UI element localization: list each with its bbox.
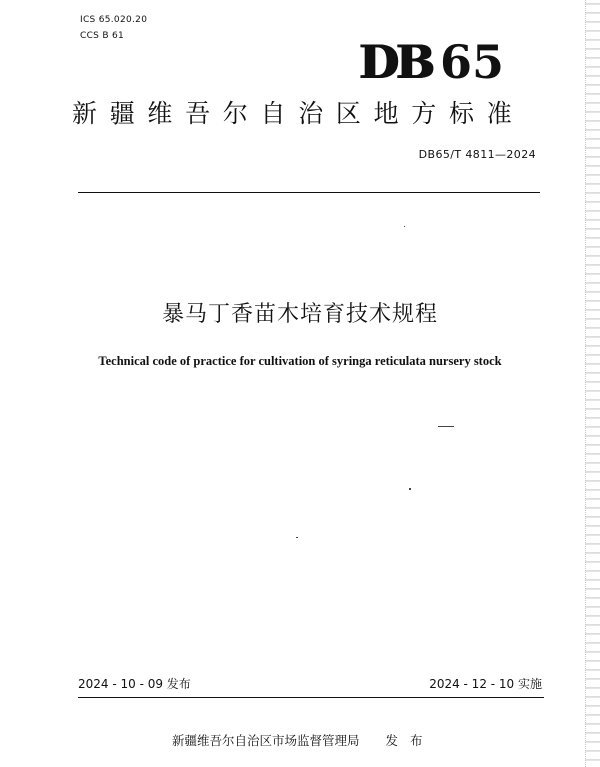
- scan-speck: [404, 226, 405, 227]
- scan-speck: [409, 488, 411, 490]
- standard-category-name: 新疆维吾尔自治区地方标准: [72, 99, 525, 128]
- publisher-line: [172, 733, 426, 749]
- db65-logo: [359, 35, 504, 89]
- logo-db-text: DB: [359, 35, 432, 89]
- ics-code: ICS 65.020.20: [80, 15, 148, 25]
- publisher-name: 新疆维吾尔自治区市场监督管理局: [172, 733, 360, 748]
- footer-divider: [78, 697, 544, 698]
- header-divider: [78, 192, 540, 193]
- logo-number-text: 65: [439, 35, 504, 89]
- implementation-date: 2024 - 12 - 10 实施: [429, 677, 542, 691]
- scanned-page-edge: [585, 0, 600, 767]
- scan-speck: [438, 426, 454, 427]
- standard-code: DB65/T 4811—2024: [418, 148, 536, 161]
- issue-date: 2024 - 10 - 09 发布: [78, 677, 191, 691]
- document-title-english: Technical code of practice for cultivation of syringa reticulata nursery stock: [98, 354, 502, 368]
- scan-speck: [296, 537, 298, 538]
- ccs-code: CCS B 61: [80, 31, 125, 41]
- issued-label: 发 布: [385, 733, 427, 748]
- document-title-chinese: 暴马丁香苗木培育技术规程: [161, 302, 438, 327]
